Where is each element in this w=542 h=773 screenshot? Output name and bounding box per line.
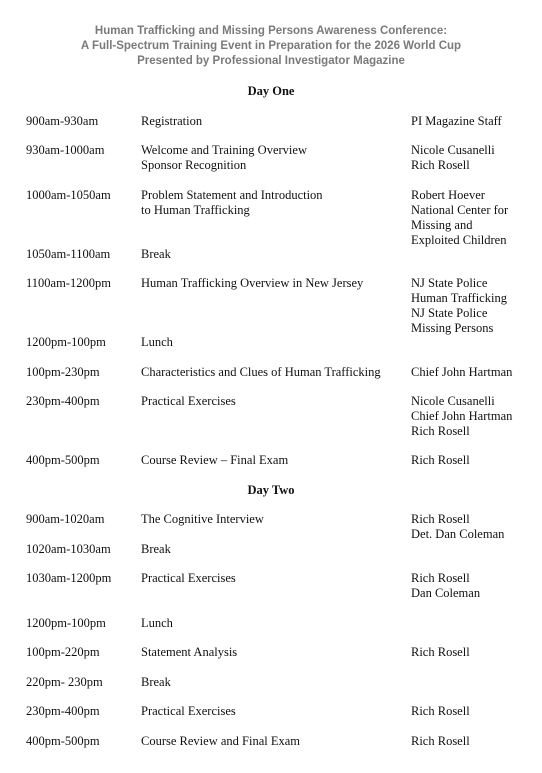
speaker: Robert Hoever (411, 188, 485, 202)
session-topic: Course Review – Final Exam (141, 453, 289, 467)
session-topic: Problem Statement and Introduction (141, 188, 323, 202)
time-slot: 1200pm-100pm (26, 335, 106, 349)
speaker: Dan Coleman (411, 586, 481, 600)
speaker: Rich Rosell (411, 645, 470, 659)
time-slot: 1030am-1200pm (26, 571, 112, 585)
speaker: Rich Rosell (411, 704, 470, 718)
speaker: Det. Dan Coleman (411, 527, 505, 541)
time-slot: 900am-930am (26, 114, 99, 128)
speaker: Rich Rosell (411, 734, 470, 748)
speaker: Human Trafficking (411, 291, 507, 305)
session-topic: to Human Trafficking (141, 203, 250, 217)
session-topic: Welcome and Training Overview (141, 143, 307, 157)
day-one-heading: Day One (247, 84, 295, 98)
time-slot: 1050am-1100am (26, 247, 111, 261)
time-slot: 1000am-1050am (26, 188, 111, 202)
speaker: Chief John Hartman (411, 409, 513, 423)
speaker: Nicole Cusanelli (411, 394, 495, 408)
conference-subtitle: A Full-Spectrum Training Event in Preparation for the 2026 World Cup (80, 40, 462, 52)
session-topic: Registration (141, 114, 203, 128)
session-topic: Lunch (141, 335, 173, 349)
time-slot: 400pm-500pm (26, 734, 100, 748)
speaker: Rich Rosell (411, 424, 470, 438)
session-topic: Characteristics and Clues of Human Trafficking (141, 365, 381, 379)
session-topic: The Cognitive Interview (141, 512, 264, 526)
speaker: PI Magazine Staff (411, 114, 502, 128)
session-topic: Statement Analysis (141, 645, 238, 659)
speaker: Missing Persons (411, 321, 494, 335)
day-two-heading: Day Two (247, 483, 295, 497)
time-slot: 400pm-500pm (26, 453, 100, 467)
document-header (0, 24, 542, 69)
speaker: Chief John Hartman (411, 365, 513, 379)
session-topic: Practical Exercises (141, 394, 236, 408)
speaker: Rich Rosell (411, 512, 470, 526)
conference-title: Human Trafficking and Missing Persons Awareness Conference: (94, 25, 448, 37)
speaker: Nicole Cusanelli (411, 143, 495, 157)
time-slot: 1200pm-100pm (26, 616, 106, 630)
speaker: Rich Rosell (411, 571, 470, 585)
time-slot: 100pm-220pm (26, 645, 100, 659)
session-topic: Human Trafficking Overview in New Jersey (141, 276, 364, 290)
speaker: National Center for (411, 203, 509, 217)
time-slot: 100pm-230pm (26, 365, 100, 379)
session-topic: Break (141, 247, 171, 261)
session-topic: Practical Exercises (141, 571, 236, 585)
time-slot: 1020am-1030am (26, 542, 111, 556)
time-slot: 1100am-1200pm (26, 276, 111, 290)
speaker: NJ State Police (411, 276, 488, 290)
speaker: Rich Rosell (411, 453, 470, 467)
time-slot: 230pm-400pm (26, 704, 100, 718)
speaker: NJ State Police (411, 306, 488, 320)
time-slot: 900am-1020am (26, 512, 105, 526)
time-slot: 930am-1000am (26, 143, 105, 157)
presenter-line: Presented by Professional Investigator Magazine (137, 55, 405, 67)
speaker: Exploited Children (411, 233, 507, 247)
session-topic: Sponsor Recognition (141, 158, 247, 172)
session-topic: Course Review and Final Exam (141, 734, 300, 748)
speaker: Rich Rosell (411, 158, 470, 172)
session-topic: Lunch (141, 616, 173, 630)
session-topic: Break (141, 542, 171, 556)
session-topic: Break (141, 675, 171, 689)
speaker: Missing and (411, 218, 473, 232)
time-slot: 230pm-400pm (26, 394, 100, 408)
session-topic: Practical Exercises (141, 704, 236, 718)
time-slot: 220pm- 230pm (26, 675, 103, 689)
